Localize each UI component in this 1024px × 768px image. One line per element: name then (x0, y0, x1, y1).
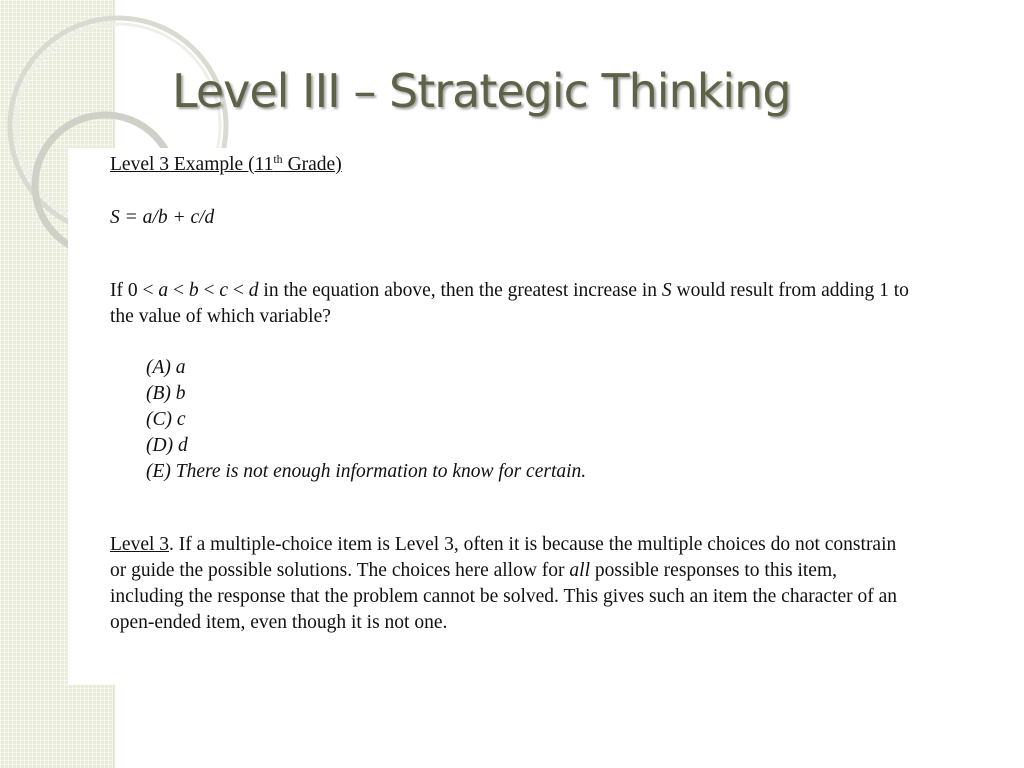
explanation-text-after: possible responses to this item, including the response that the problem cannot be solved. This gives such an item the character of an open-ended item, even though it is not one. (110, 560, 897, 633)
example-heading (110, 152, 910, 178)
choice-d: (D) d (146, 435, 188, 456)
choice-a: (A) a (146, 357, 186, 378)
example-heading-superscript: th (273, 152, 283, 166)
choice-e: (E) There is not enough information to know for certain. (146, 461, 587, 482)
choice-c: (C) c (146, 409, 186, 430)
question-text (110, 278, 910, 330)
variable-b: b (188, 280, 199, 301)
variable-c: c (219, 280, 229, 301)
explanation-label: Level 3 (110, 534, 170, 555)
answer-choices (110, 355, 910, 485)
question-part-3: < (198, 280, 220, 301)
variable-a: a (158, 280, 169, 301)
variable-d: d (248, 280, 259, 301)
example-heading-suffix: Grade) (282, 154, 342, 175)
variable-s: S (661, 280, 672, 301)
example-heading-prefix: Level 3 Example (11 (110, 154, 274, 175)
explanation-paragraph (110, 532, 910, 636)
slide-title: Level III – Strategic Thinking (172, 64, 791, 118)
explanation-text-before: . If a multiple-choice item is Level 3, often it is because the multiple choices do not constrain or guide the possible solutions. The choices here allow for (110, 534, 897, 581)
question-part-4: < (228, 280, 249, 301)
question-part-2: < (168, 280, 189, 301)
equation-rhs: = a/b + c/d (119, 207, 215, 228)
question-part-5: in the equation above, then the greatest increase in (258, 280, 662, 301)
document-content (110, 152, 910, 636)
explanation-emphasis: all (569, 560, 591, 581)
equation-lhs: S (110, 207, 120, 228)
question-part-1: If 0 < (110, 280, 159, 301)
choice-b: (B) b (146, 383, 186, 404)
equation (110, 205, 910, 231)
question-part-6: would result from adding 1 to the value of which variable? (110, 280, 909, 327)
